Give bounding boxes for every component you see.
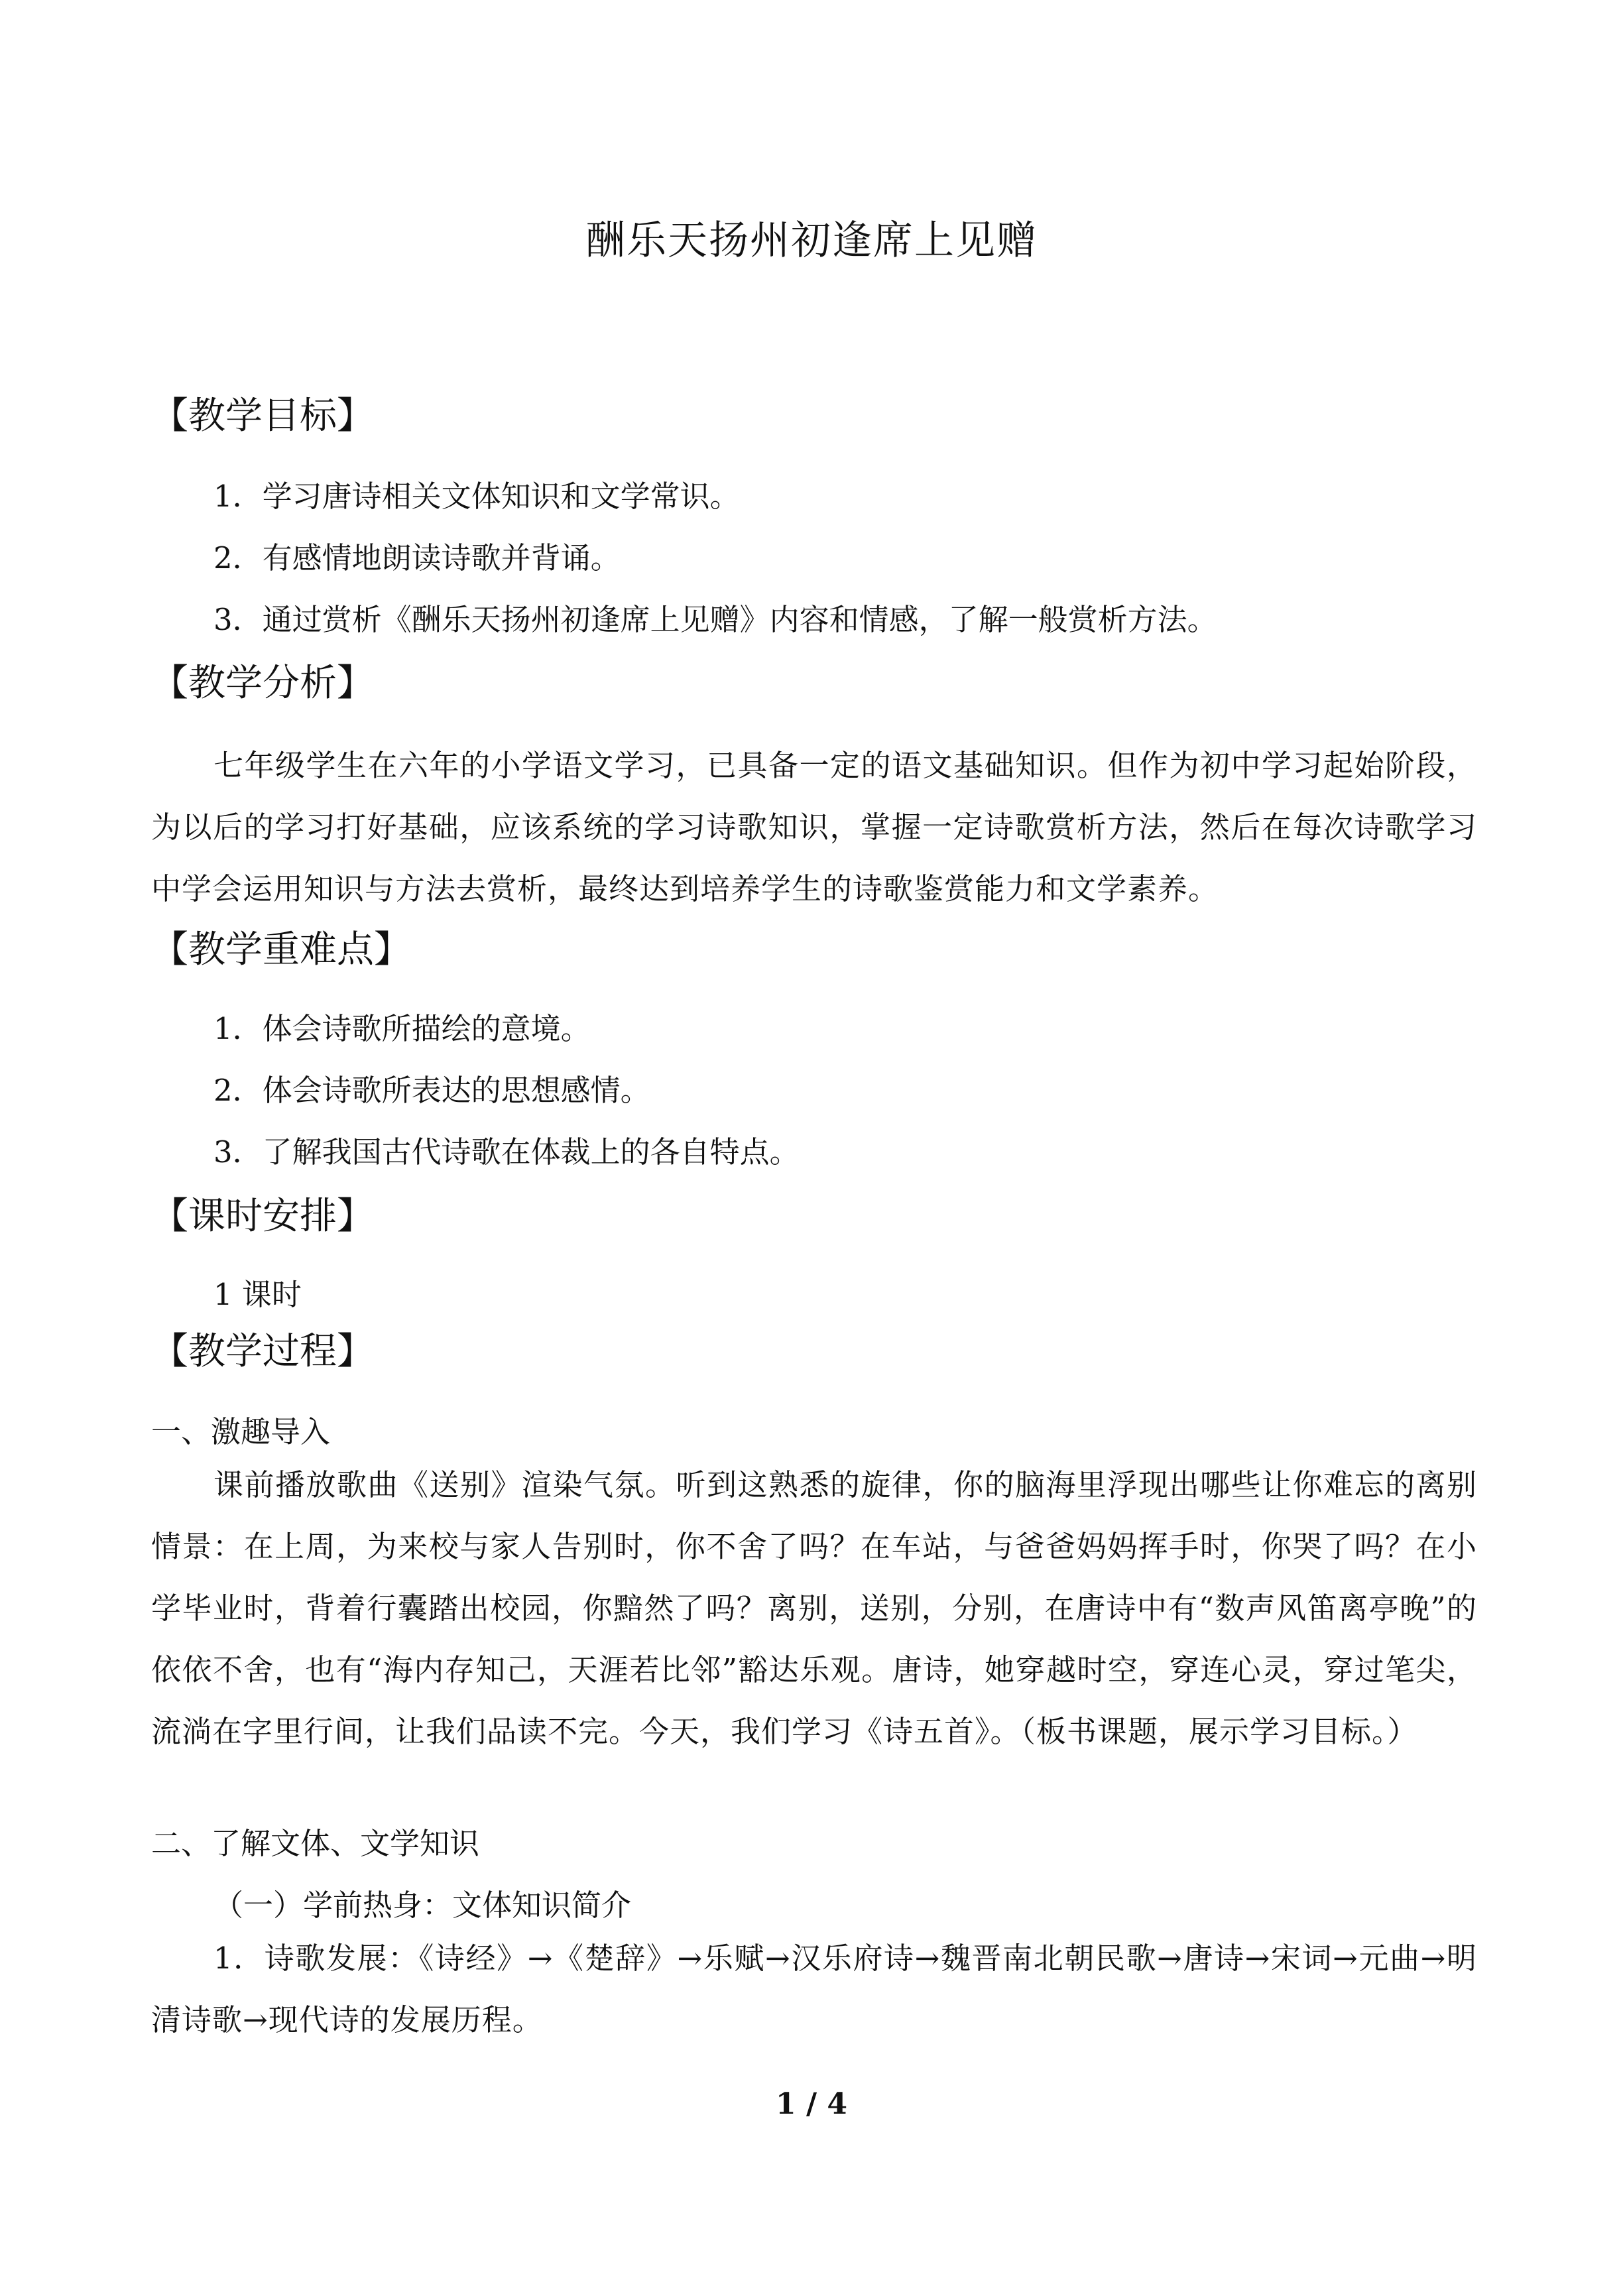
key-point-item-3: 3．了解我国古代诗歌在体裁上的各自特点。 bbox=[213, 1134, 800, 1170]
process-step-2-subtitle: （一）学前热身：文体知识简介 bbox=[213, 1888, 632, 1923]
key-point-item-2: 2．体会诗歌所表达的思想感情。 bbox=[213, 1073, 650, 1108]
process-step-1-title: 一、激趣导入 bbox=[151, 1414, 331, 1449]
document-title: 酬乐天扬州初逢席上见赠 bbox=[585, 217, 1038, 264]
objective-item-2: 2．有感情地朗读诗歌并背诵。 bbox=[213, 540, 621, 575]
schedule-value: 1 课时 bbox=[213, 1277, 302, 1312]
page-number: 1 / 4 bbox=[776, 2087, 847, 2121]
heading-schedule: 【课时安排】 bbox=[151, 1195, 374, 1238]
objective-item-1: 1．学习唐诗相关文体知识和文学常识。 bbox=[213, 479, 740, 514]
heading-teaching-objectives: 【教学目标】 bbox=[151, 394, 374, 438]
key-point-item-1: 1．体会诗歌所描绘的意境。 bbox=[213, 1011, 591, 1046]
process-step-2-paragraph: 1．诗歌发展：《诗经》→《楚辞》→乐赋→汉乐府诗→魏晋南北朝民歌→唐诗→宋词→元曲→明清诗歌→现代诗的发展历程。 bbox=[151, 1941, 1477, 2037]
heading-key-points: 【教学重难点】 bbox=[151, 928, 411, 971]
analysis-paragraph: 七年级学生在六年的小学语文学习，已具备一定的语文基础知识。但作为初中学习起始阶段，为以后的学习打好基础，应该系统的学习诗歌知识，掌握一定诗歌赏析方法，然后在每次诗歌学习中学会运用知识与方法去赏析，最终达到培养学生的诗歌鉴赏能力和文学素养。 bbox=[151, 748, 1477, 906]
objective-item-3: 3．通过赏析《酬乐天扬州初逢席上见赠》内容和情感，了解一般赏析方法。 bbox=[213, 602, 1217, 637]
process-step-1-paragraph: 课前播放歌曲《送别》渲染气氛。听到这熟悉的旋律，你的脑海里浮现出哪些让你难忘的离别情景：在上周，为来校与家人告别时，你不舍了吗？在车站，与爸爸妈妈挥手时，你哭了吗？在小学毕业时，背着行囊踏出校园，你黯然了吗？离别，送别，分别，在唐诗中有“数声风笛离亭晚”的依依不舍，也有“海内存知己，天涯若比邻”豁达乐观。唐诗，她穿越时空，穿连心灵，穿过笔尖，流淌在字里行间，让我们品读不完。今天，我们学习《诗五首》。（板书课题，展示学习目标。） bbox=[151, 1467, 1477, 1749]
process-step-2-title: 二、了解文体、文学知识 bbox=[151, 1826, 480, 1861]
heading-teaching-process: 【教学过程】 bbox=[151, 1330, 374, 1373]
heading-teaching-analysis: 【教学分析】 bbox=[151, 662, 374, 705]
